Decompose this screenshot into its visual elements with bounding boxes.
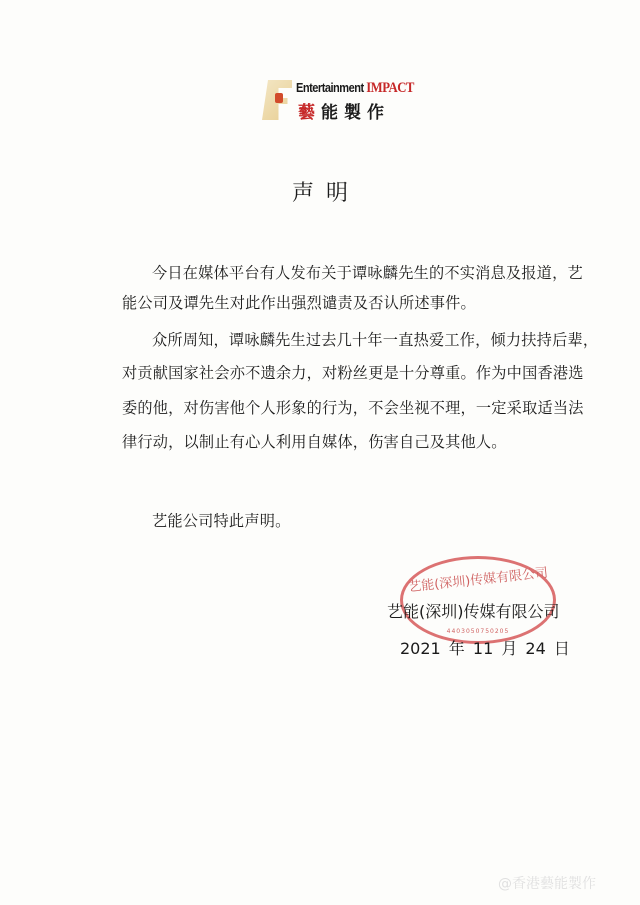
logo-zh-rest: 能製作 [321,103,390,123]
paragraph-line: 委的他，对伤害他个人形象的行为，不会坐视不理，一定采取适当法 [122,399,584,417]
paragraph-line: 今日在媒体平台有人发布关于谭咏麟先生的不实消息及报道，艺 [152,264,583,282]
paragraph-line: 众所周知，谭咏麟先生过去几十年一直热爱工作，倾力扶持后辈， [152,331,599,349]
company-logo [262,80,422,122]
document-title: 声明 [291,181,360,206]
logo-dot-icon [275,93,283,103]
signature-company: 艺能(深圳)传媒有限公司 [387,602,560,621]
logo-english [296,80,414,97]
logo-chinese [298,98,390,123]
logo-zh-accent: 藝 [298,103,321,123]
seal-text: 艺能(深圳)传媒有限公司 [407,565,549,596]
paragraph-line: 艺能公司特此声明。 [152,512,291,530]
paragraph-line: 律行动，以制止有心人利用自媒体，伤害自己及其他人。 [122,433,507,451]
paragraph-line: 对贡献国家社会亦不遗余力，对粉丝更是十分尊重。作为中国香港选 [122,364,584,382]
seal-number: 4403050750205 [446,628,510,635]
weibo-watermark: @香港藝能製作 [498,876,596,892]
logo-en-plain: Entertainment [296,80,364,95]
logo-en-accent: IMPACT [366,80,414,96]
paragraph-line: 能公司及谭先生对此作出强烈谴责及否认所述事件。 [122,294,476,312]
signature-date: 2021 年 11 月 24 日 [400,639,570,658]
